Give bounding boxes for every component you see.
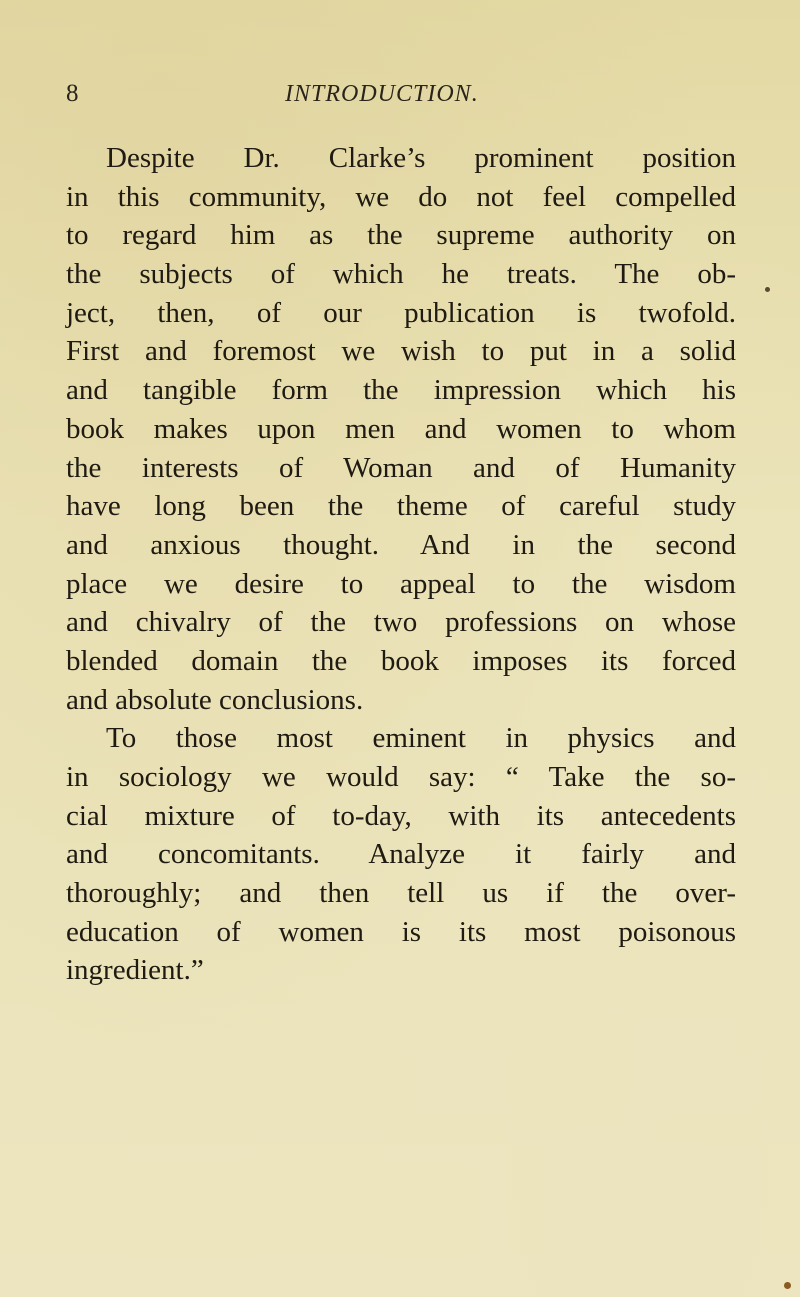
text-line: and anxious thought. And in the second: [66, 528, 736, 561]
text-line: and concomitants. Analyze it fairly and: [66, 838, 736, 871]
page-number: 8: [66, 80, 79, 107]
text-line: and absolute conclusions.: [66, 683, 364, 716]
body-text: [66, 139, 736, 990]
text-line: cial mixture of to-day, with its antecedents: [66, 799, 736, 832]
paper-speck: [765, 287, 770, 292]
text-line: to regard him as the supreme authority on: [66, 219, 736, 252]
text-line: book makes upon men and women to whom: [66, 412, 736, 445]
text-line: and tangible form the impression which his: [66, 374, 736, 407]
text-line: ject, then, of our publication is twofold.: [66, 296, 736, 329]
text-line: First and foremost we wish to put in a solid: [66, 335, 736, 368]
text-line: and chivalry of the two professions on whose: [66, 606, 736, 639]
page-header: [0, 74, 800, 114]
text-line: Despite Dr. Clarke’s prominent position: [106, 142, 736, 174]
text-line: education of women is its most poisonous: [66, 915, 736, 948]
text-line: the subjects of which he treats. The ob-: [66, 258, 736, 291]
text-line: To those most eminent in physics and: [106, 722, 736, 755]
text-line: the interests of Woman and of Humanity: [66, 451, 736, 484]
text-line: blended domain the book imposes its forced: [66, 644, 736, 677]
paper-speck: [784, 1282, 791, 1289]
text-line: ingredient.”: [66, 954, 204, 987]
text-line: have long been the theme of careful study: [66, 490, 736, 523]
running-head: INTRODUCTION.: [285, 81, 479, 107]
text-line: thoroughly; and then tell us if the over-: [66, 877, 736, 910]
text-line: in this community, we do not feel compelled: [66, 180, 736, 213]
text-line: place we desire to appeal to the wisdom: [66, 567, 736, 600]
text-line: in sociology we would say: “ Take the so-: [66, 761, 736, 793]
